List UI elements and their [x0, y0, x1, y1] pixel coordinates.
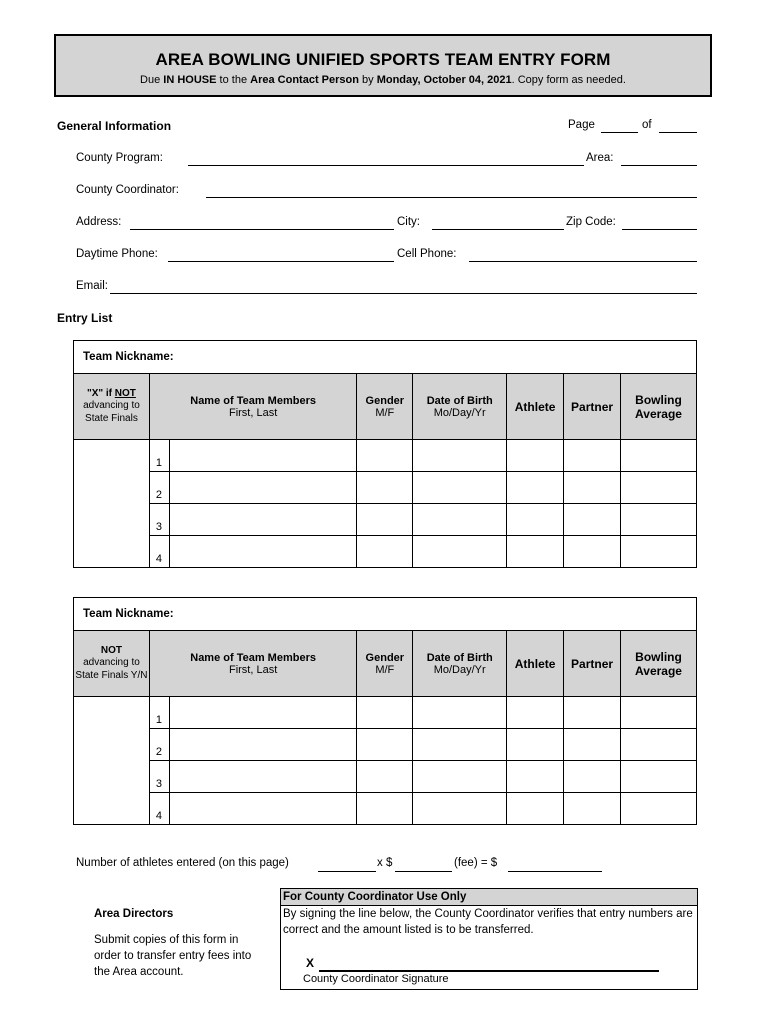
athlete-cell[interactable] [507, 729, 564, 761]
team-nickname-field[interactable]: Team Nickname: [74, 598, 697, 631]
county-coordinator-field[interactable] [206, 197, 697, 198]
advancing-header: NOT advancing to State Finals Y/N [74, 631, 150, 697]
form-header [54, 34, 712, 97]
name-header: Name of Team Members First, Last [149, 631, 356, 697]
member-name-cell[interactable] [169, 472, 356, 504]
athlete-cell[interactable] [507, 504, 564, 536]
gender-cell[interactable] [357, 729, 413, 761]
dob-header: Date of Birth Mo/Day/Yr [413, 631, 507, 697]
bowling-average-header: Bowling Average [621, 374, 697, 440]
name-header: Name of Team Members First, Last [149, 374, 356, 440]
dob-cell[interactable] [413, 697, 507, 729]
cell-phone-field[interactable] [469, 261, 697, 262]
gender-cell[interactable] [357, 697, 413, 729]
page-label: Page [568, 119, 595, 131]
page-total-field[interactable] [659, 132, 697, 133]
member-name-cell[interactable] [169, 697, 356, 729]
member-name-cell[interactable] [169, 761, 356, 793]
due-line: Due IN HOUSE to the Area Contact Person by Monday, October 04, 2021. Copy form as needed. [140, 74, 626, 86]
dob-header: Date of Birth Mo/Day/Yr [413, 374, 507, 440]
daytime-phone-label: Daytime Phone: [76, 248, 158, 260]
fee-equals-label: (fee) = $ [454, 857, 498, 869]
athlete-cell[interactable] [507, 440, 564, 472]
county-program-label: County Program: [76, 152, 163, 164]
signature-x: X [306, 956, 315, 970]
cell-phone-label: Cell Phone: [397, 248, 457, 260]
athlete-cell[interactable] [507, 536, 564, 568]
gender-header: Gender M/F [357, 374, 413, 440]
coordinator-box-text: By signing the line below, the County Coordinator verifies that entry numbers are correct and the amount listed is to be transferred. [283, 908, 693, 936]
partner-cell[interactable] [564, 440, 621, 472]
form-title: AREA BOWLING UNIFIED SPORTS TEAM ENTRY FORM [155, 50, 611, 69]
gender-cell[interactable] [357, 504, 413, 536]
fee-amount-field[interactable] [395, 871, 452, 872]
row-number: 2 [149, 729, 169, 761]
advancing-cell[interactable] [74, 440, 150, 568]
total-amount-field[interactable] [508, 871, 602, 872]
athletes-count-field[interactable] [318, 871, 376, 872]
signature-label: County Coordinator Signature [303, 973, 449, 985]
row-number: 1 [149, 697, 169, 729]
dob-cell[interactable] [413, 472, 507, 504]
row-number: 1 [149, 440, 169, 472]
team-table-1 [73, 340, 697, 568]
dob-cell[interactable] [413, 729, 507, 761]
coordinator-box-heading: For County Coordinator Use Only [281, 889, 697, 906]
advancing-header: "X" if NOT advancing to State Finals [74, 374, 150, 440]
dob-cell[interactable] [413, 504, 507, 536]
address-label: Address: [76, 216, 122, 228]
gender-cell[interactable] [357, 761, 413, 793]
county-coordinator-label: County Coordinator: [76, 184, 179, 196]
area-directors-heading: Area Directors [94, 908, 174, 920]
partner-cell[interactable] [564, 729, 621, 761]
athlete-header: Athlete [507, 374, 564, 440]
due-date: Monday, October 04, 2021 [376, 74, 512, 86]
partner-cell[interactable] [564, 472, 621, 504]
general-info-heading: General Information [57, 119, 172, 133]
partner-cell[interactable] [564, 793, 621, 825]
area-directors-text: Submit copies of this form in order to transfer entry fees into the Area account. [94, 934, 252, 978]
address-field[interactable] [130, 229, 394, 230]
dob-cell[interactable] [413, 761, 507, 793]
member-name-cell[interactable] [169, 793, 356, 825]
athletes-entered-label: Number of athletes entered (on this page) [76, 857, 289, 869]
area-label: Area: [586, 152, 614, 164]
gender-cell[interactable] [357, 472, 413, 504]
row-number: 4 [149, 536, 169, 568]
email-field[interactable] [110, 293, 697, 294]
athlete-cell[interactable] [507, 761, 564, 793]
bowling-average-cell[interactable] [621, 697, 697, 729]
partner-header: Partner [564, 374, 621, 440]
email-label: Email: [76, 280, 108, 292]
athlete-cell[interactable] [507, 793, 564, 825]
bowling-average-header: Bowling Average [621, 631, 697, 697]
zip-field[interactable] [622, 229, 697, 230]
bowling-average-cell[interactable] [621, 472, 697, 504]
city-field[interactable] [432, 229, 564, 230]
x-dollar-label: x $ [377, 857, 393, 869]
bowling-average-cell[interactable] [621, 504, 697, 536]
gender-cell[interactable] [357, 440, 413, 472]
of-label: of [642, 119, 652, 131]
gender-cell[interactable] [357, 793, 413, 825]
county-program-field[interactable] [188, 165, 584, 166]
member-name-cell[interactable] [169, 440, 356, 472]
partner-cell[interactable] [564, 536, 621, 568]
member-name-cell[interactable] [169, 504, 356, 536]
zip-label: Zip Code: [566, 216, 616, 228]
partner-header: Partner [564, 631, 621, 697]
bowling-average-cell[interactable] [621, 761, 697, 793]
bowling-average-cell[interactable] [621, 536, 697, 568]
dob-cell[interactable] [413, 440, 507, 472]
bowling-average-cell[interactable] [621, 729, 697, 761]
gender-cell[interactable] [357, 536, 413, 568]
row-number: 3 [149, 761, 169, 793]
bowling-average-cell[interactable] [621, 440, 697, 472]
bowling-average-cell[interactable] [621, 793, 697, 825]
athlete-cell[interactable] [507, 697, 564, 729]
signature-field[interactable] [319, 970, 659, 972]
row-number: 3 [149, 504, 169, 536]
partner-cell[interactable] [564, 761, 621, 793]
member-name-cell[interactable] [169, 536, 356, 568]
entry-list-heading: Entry List [57, 311, 113, 325]
dob-cell[interactable] [413, 793, 507, 825]
partner-cell[interactable] [564, 697, 621, 729]
partner-cell[interactable] [564, 504, 621, 536]
team-nickname-field[interactable]: Team Nickname: [74, 341, 697, 374]
team-table-2 [73, 597, 697, 825]
row-number: 4 [149, 793, 169, 825]
member-name-cell[interactable] [169, 729, 356, 761]
daytime-phone-field[interactable] [168, 261, 394, 262]
area-field[interactable] [621, 165, 697, 166]
advancing-cell[interactable] [74, 697, 150, 825]
row-number: 2 [149, 472, 169, 504]
dob-cell[interactable] [413, 536, 507, 568]
athlete-cell[interactable] [507, 472, 564, 504]
city-label: City: [397, 216, 420, 228]
athlete-header: Athlete [507, 631, 564, 697]
gender-header: Gender M/F [357, 631, 413, 697]
county-coordinator-box [280, 888, 698, 990]
page-number-field[interactable] [601, 132, 638, 133]
